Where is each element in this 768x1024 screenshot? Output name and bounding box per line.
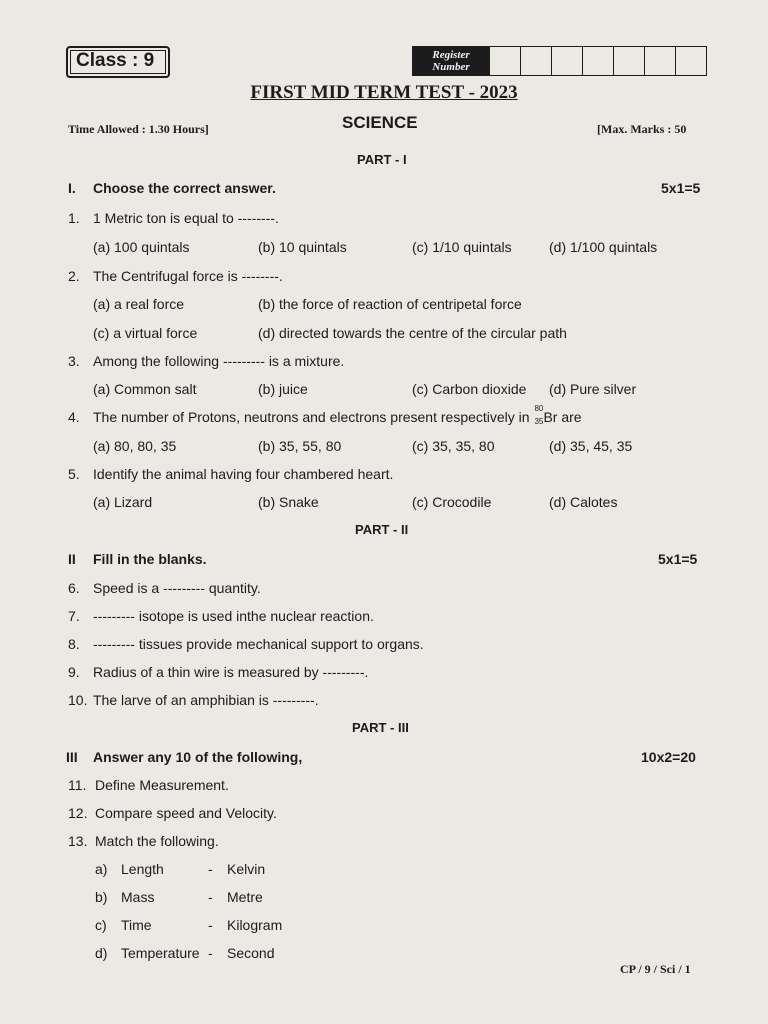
question-number: 4. bbox=[68, 409, 80, 425]
question-number: 11. bbox=[68, 777, 87, 793]
isotope-notation bbox=[533, 404, 544, 426]
question-number: 7. bbox=[68, 608, 80, 624]
option-d: (d) 35, 45, 35 bbox=[549, 438, 633, 454]
register-cell[interactable] bbox=[675, 47, 706, 75]
question-text: Define Measurement. bbox=[95, 777, 229, 793]
register-number-box bbox=[412, 46, 707, 76]
option-b: (b) the force of reaction of centripetal force bbox=[258, 296, 522, 312]
part2-marks: 5x1=5 bbox=[658, 551, 698, 567]
match-right: Kilogram bbox=[227, 917, 283, 933]
match-dash: - bbox=[208, 861, 213, 877]
register-cell[interactable] bbox=[551, 47, 582, 75]
match-left: Temperature bbox=[121, 945, 200, 961]
question-text: Among the following --------- is a mixture. bbox=[93, 353, 345, 369]
part3-instruction: Answer any 10 of the following, bbox=[93, 749, 303, 765]
register-cell[interactable] bbox=[582, 47, 613, 75]
part1-heading: PART - I bbox=[357, 152, 407, 167]
question-number: 3. bbox=[68, 353, 80, 369]
question-number: 12. bbox=[68, 805, 88, 821]
question-number: 13. bbox=[68, 833, 88, 849]
question-text: --------- isotope is used inthe nuclear reaction. bbox=[93, 608, 374, 624]
question-text: Match the following. bbox=[95, 833, 219, 849]
match-right: Second bbox=[227, 945, 275, 961]
register-cell[interactable] bbox=[644, 47, 675, 75]
option-c: (c) Carbon dioxide bbox=[412, 381, 527, 397]
isotope-symbol: Br bbox=[543, 409, 558, 425]
question-text: Identify the animal having four chambered heart. bbox=[93, 466, 394, 482]
question-text: Speed is a --------- quantity. bbox=[93, 580, 261, 596]
match-dash: - bbox=[208, 917, 213, 933]
question-text: --------- tissues provide mechanical support to organs. bbox=[93, 636, 424, 652]
option-c: (c) 35, 35, 80 bbox=[412, 438, 495, 454]
question-text: The Centrifugal force is --------. bbox=[93, 268, 283, 284]
time-allowed: Time Allowed : 1.30 Hours] bbox=[68, 122, 209, 136]
option-a: (a) 100 quintals bbox=[93, 239, 190, 255]
subject-title: SCIENCE bbox=[342, 113, 418, 132]
question-number: 1. bbox=[68, 210, 80, 226]
question-number: 9. bbox=[68, 664, 80, 680]
question-number: 6. bbox=[68, 580, 80, 596]
option-b: (b) 10 quintals bbox=[258, 239, 347, 255]
option-c: (c) Crocodile bbox=[412, 494, 492, 510]
part2-instruction: Fill in the blanks. bbox=[93, 551, 207, 567]
option-d: (d) 1/100 quintals bbox=[549, 239, 658, 255]
match-left: Time bbox=[121, 917, 152, 933]
part2-heading: PART - II bbox=[355, 522, 409, 537]
option-d: (d) directed towards the centre of the circular path bbox=[258, 325, 567, 341]
option-a: (a) Lizard bbox=[93, 494, 153, 510]
part2-section-no: II bbox=[68, 551, 76, 567]
match-left: Length bbox=[121, 861, 164, 877]
option-c: (c) a virtual force bbox=[93, 325, 198, 341]
class-box bbox=[66, 46, 170, 78]
question-number: 8. bbox=[68, 636, 80, 652]
question-text: The number of Protons, neutrons and electrons present respectively in 80 35 Br are bbox=[93, 404, 582, 426]
option-a: (a) 80, 80, 35 bbox=[93, 438, 177, 454]
part3-heading: PART - III bbox=[352, 720, 409, 735]
register-cell[interactable] bbox=[613, 47, 644, 75]
register-number-label: Register Number bbox=[413, 47, 489, 75]
question-number: 5. bbox=[68, 466, 80, 482]
part1-marks: 5x1=5 bbox=[661, 180, 701, 196]
option-d: (d) Calotes bbox=[549, 494, 618, 510]
option-b: (b) 35, 55, 80 bbox=[258, 438, 342, 454]
isotope-atomic-number: 35 bbox=[534, 417, 544, 426]
question-text: 1 Metric ton is equal to --------. bbox=[93, 210, 279, 226]
question-text: The larve of an amphibian is ---------. bbox=[93, 692, 319, 708]
match-label: d) bbox=[95, 945, 108, 961]
part1-section-no: I. bbox=[68, 180, 76, 196]
page-code: CP / 9 / Sci / 1 bbox=[620, 962, 691, 976]
option-a: (a) Common salt bbox=[93, 381, 197, 397]
option-c: (c) 1/10 quintals bbox=[412, 239, 512, 255]
exam-title: FIRST MID TERM TEST - 2023 bbox=[250, 82, 518, 103]
question-text: Radius of a thin wire is measured by ---------. bbox=[93, 664, 369, 680]
part3-section-no: III bbox=[66, 749, 78, 765]
match-right: Kelvin bbox=[227, 861, 266, 877]
match-label: c) bbox=[95, 917, 107, 933]
match-label: b) bbox=[95, 889, 108, 905]
match-right: Metre bbox=[227, 889, 263, 905]
match-dash: - bbox=[208, 889, 213, 905]
question-number: 10. bbox=[68, 692, 88, 708]
option-d: (d) Pure silver bbox=[549, 381, 637, 397]
option-a: (a) a real force bbox=[93, 296, 185, 312]
match-left: Mass bbox=[121, 889, 155, 905]
register-cell[interactable] bbox=[520, 47, 551, 75]
question-text: Compare speed and Velocity. bbox=[95, 805, 277, 821]
option-b: (b) juice bbox=[258, 381, 308, 397]
part3-marks: 10x2=20 bbox=[641, 749, 696, 765]
class-label: Class : 9 bbox=[76, 50, 155, 71]
match-dash: - bbox=[208, 945, 213, 961]
isotope-mass-number: 80 bbox=[534, 404, 544, 413]
option-b: (b) Snake bbox=[258, 494, 319, 510]
register-cell[interactable] bbox=[489, 47, 520, 75]
question-number: 2. bbox=[68, 268, 80, 284]
match-label: a) bbox=[95, 861, 108, 877]
part1-instruction: Choose the correct answer. bbox=[93, 180, 276, 196]
max-marks: [Max. Marks : 50 bbox=[597, 122, 687, 136]
